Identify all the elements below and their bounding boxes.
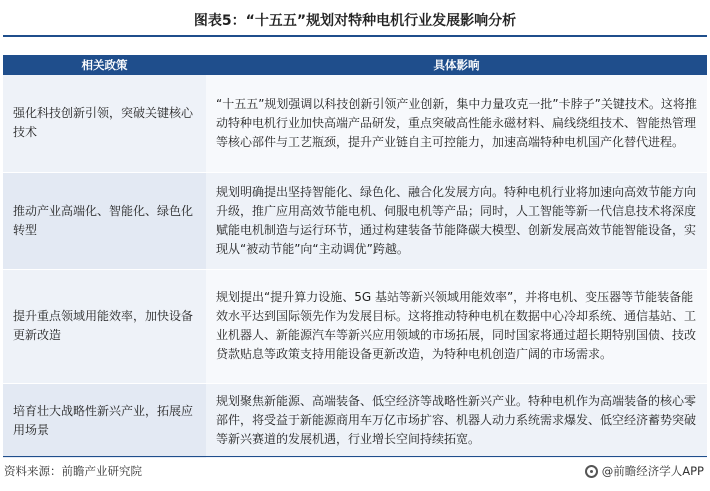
policy-cell: 培育壮大战略性新兴产业，拓展应用场景 bbox=[3, 383, 206, 458]
qianzhan-logo-icon bbox=[585, 465, 598, 478]
policy-impact-table bbox=[3, 55, 707, 459]
header-policy: 相关政策 bbox=[3, 55, 206, 75]
policy-cell: 提升重点领域用能效率，加快设备更新改造 bbox=[3, 269, 206, 383]
impact-cell: 规划提出“提升算力设施、5G 基站等新兴领域用能效率”，并将电机、变压器等节能装备能效水平达到国际领先作为发展目标。这将推动特种电机在数据中心冷却系统、通信基站、工业机器人、新能源汽车等新兴应用领域的市场拓展，同时国家将通过超长期特别国债、技改贷款贴息等政策支持用能设备更新改造，为特种电机创造广阔的市场需求。 bbox=[206, 269, 707, 383]
page-title: 图表5：“十五五”规划对特种电机行业发展影响分析 bbox=[193, 13, 517, 29]
table-row bbox=[3, 269, 707, 383]
table-header-row bbox=[3, 55, 707, 75]
brand-credit bbox=[585, 463, 704, 479]
title-divider bbox=[3, 35, 707, 37]
table-row bbox=[3, 383, 707, 458]
policy-cell: 强化科技创新引领，突破关键核心技术 bbox=[3, 75, 206, 172]
impact-cell: 规划明确提出坚持智能化、绿色化、融合化发展方向。特种电机行业将加速向高效节能方向升级，推广应用高效节能电机、伺服电机等产品；同时，人工智能等新一代信息技术将深度赋能电机制造与运行环节，通过构建装备节能降碳大模型、创新发展高效节能智能设备，实现从“被动节能”向“主动调优”跨越。 bbox=[206, 172, 707, 269]
source-note: 资料来源：前瞻产业研究院 bbox=[4, 464, 142, 478]
header-impact: 具体影响 bbox=[206, 55, 707, 75]
table-row bbox=[3, 75, 707, 172]
policy-cell: 推动产业高端化、智能化、绿色化转型 bbox=[3, 172, 206, 269]
footer-divider bbox=[3, 456, 707, 457]
impact-cell: “十五五”规划强调以科技创新引领产业创新，集中力量攻克一批”卡脖子”关键技术。这将推动特种电机行业加快高端产品研发，重点突破高性能永磁材料、扁线绕组技术、智能热管理等核心部件与工艺瓶颈，提升产业链自主可控能力，加速高端特种电机国产化替代进程。 bbox=[206, 75, 707, 172]
table-row bbox=[3, 172, 707, 269]
brand-label: @前瞻经济学人APP bbox=[601, 464, 704, 478]
impact-cell: 规划聚焦新能源、高端装备、低空经济等战略性新兴产业。特种电机作为高端装备的核心零部件，将受益于新能源商用车万亿市场扩容、机器人动力系统需求爆发、低空经济蓄势突破等新兴赛道的发展机遇，行业增长空间持续拓宽。 bbox=[206, 383, 707, 458]
